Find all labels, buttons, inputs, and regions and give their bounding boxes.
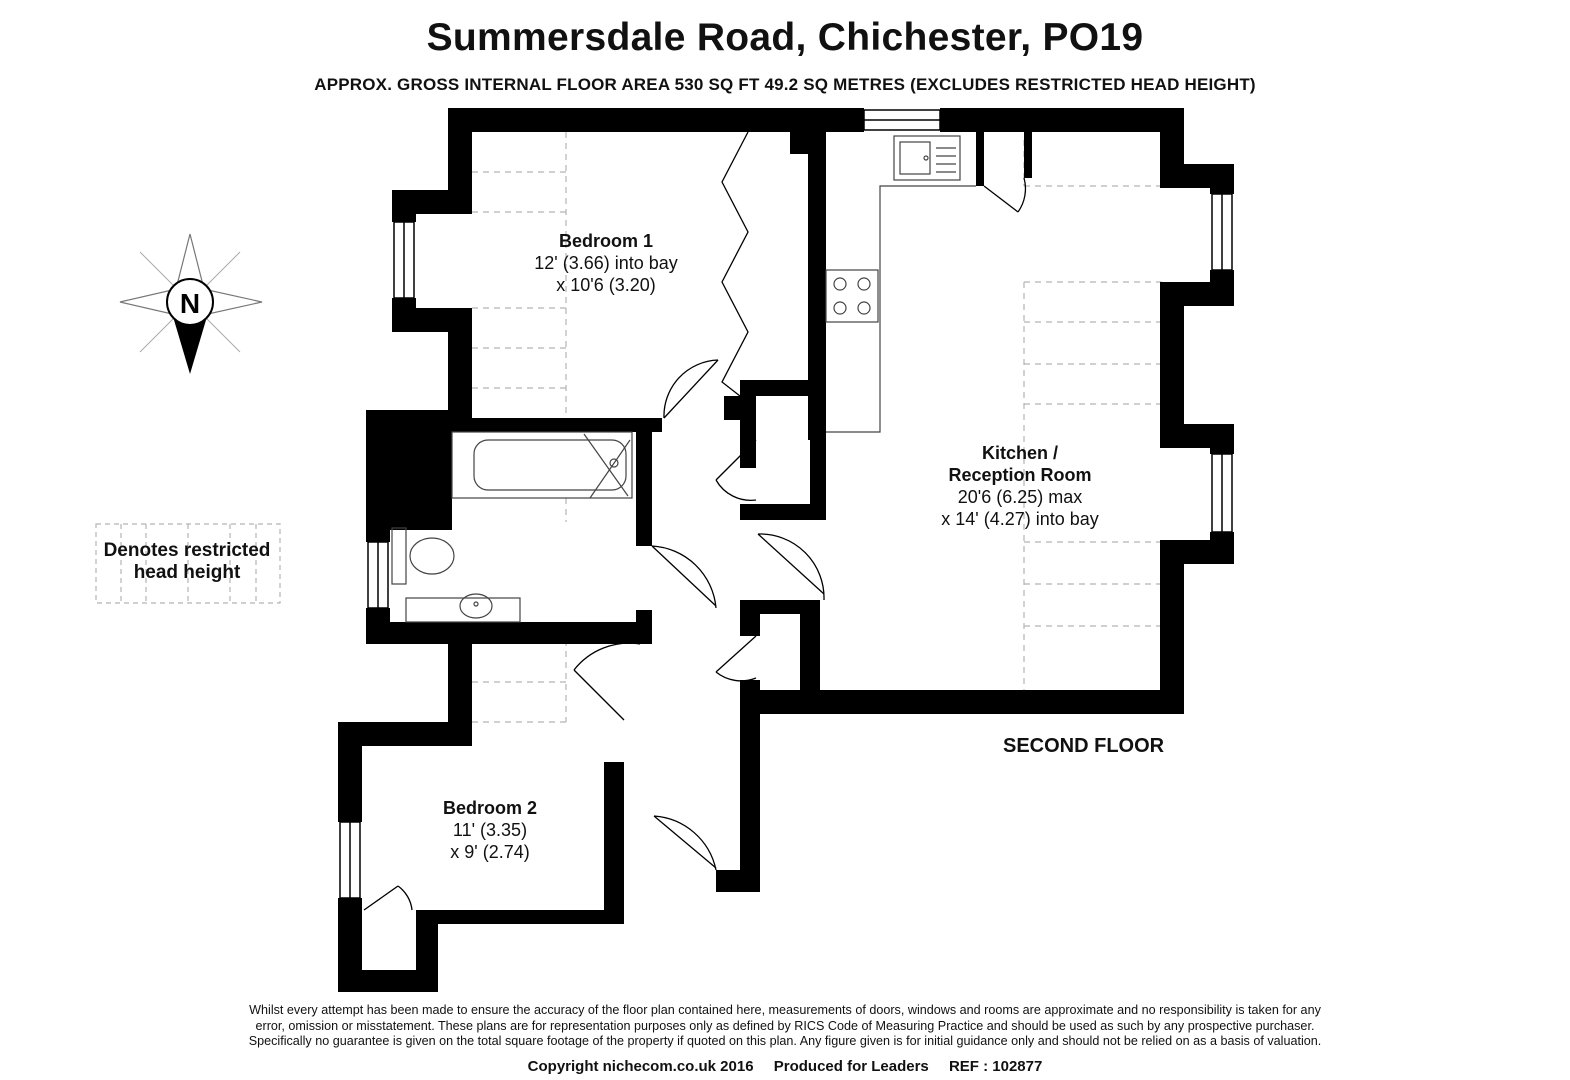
room-name: Kitchen /: [981, 443, 1058, 463]
room-dimension: 12' (3.66) into bay: [534, 253, 678, 273]
copyright-text: Copyright nichecom.co.uk 2016: [527, 1058, 754, 1075]
restricted-height-legend-text: [92, 540, 282, 584]
room-label-bedroom-2: [400, 797, 580, 863]
disclaimer-line: error, omission or misstatement. These plans are for representation purposes only as defined by RICS Code of Measuring Practice and should be used as such by any prospective purchaser.: [255, 1018, 1315, 1033]
room-dimension: 20'6 (6.25) max: [957, 487, 1083, 507]
floor-level-label: SECOND FLOOR: [1003, 735, 1165, 757]
plan-title: Summersdale Road, Chichester, PO19: [426, 16, 1144, 59]
room-label-kitchen-reception: [900, 442, 1140, 530]
floor-area-subtitle: APPROX. GROSS INTERNAL FLOOR AREA 530 SQ FT 49.2 SQ METRES (EXCLUDES RESTRICTED HEAD HEIGHT): [314, 75, 1256, 94]
legend-line: Denotes restricted: [103, 540, 271, 561]
fixtures: [392, 136, 976, 622]
disclaimer: [150, 1003, 1420, 1050]
compass-icon: [120, 234, 262, 374]
toilet-icon: [392, 528, 406, 584]
legend-line: head height: [133, 562, 241, 583]
room-dimension: 11' (3.35): [452, 820, 528, 840]
kitchen-sink-icon: [894, 136, 960, 180]
produced-for-text: Produced for Leaders: [773, 1058, 929, 1075]
room-label-bedroom-1: [506, 230, 706, 296]
room-dimension: x 14' (4.27) into bay: [941, 509, 1099, 529]
compass-north-label: N: [179, 288, 201, 319]
hob-icon: [826, 270, 878, 322]
bath-icon: [452, 432, 632, 498]
room-dimension: x 9' (2.74): [450, 842, 530, 862]
room-name: Reception Room: [948, 465, 1092, 485]
room-name: Bedroom 1: [558, 231, 654, 251]
footer: [0, 1058, 1570, 1075]
disclaimer-line: Whilst every attempt has been made to ensure the accuracy of the floor plan contained here, measurements of doors, windows and rooms are approximate and no responsibility is taken for any: [249, 1003, 1321, 1017]
room-name: Bedroom 2: [442, 798, 538, 818]
disclaimer-line: Specifically no guarantee is given on the total square footage of the property if quoted on this plan. Any figure given is for initial guidance only and should not be relied on as a basis of valuation.: [248, 1034, 1322, 1048]
room-dimension: x 10'6 (3.20): [556, 275, 656, 295]
reference-text: REF : 102877: [948, 1058, 1043, 1075]
